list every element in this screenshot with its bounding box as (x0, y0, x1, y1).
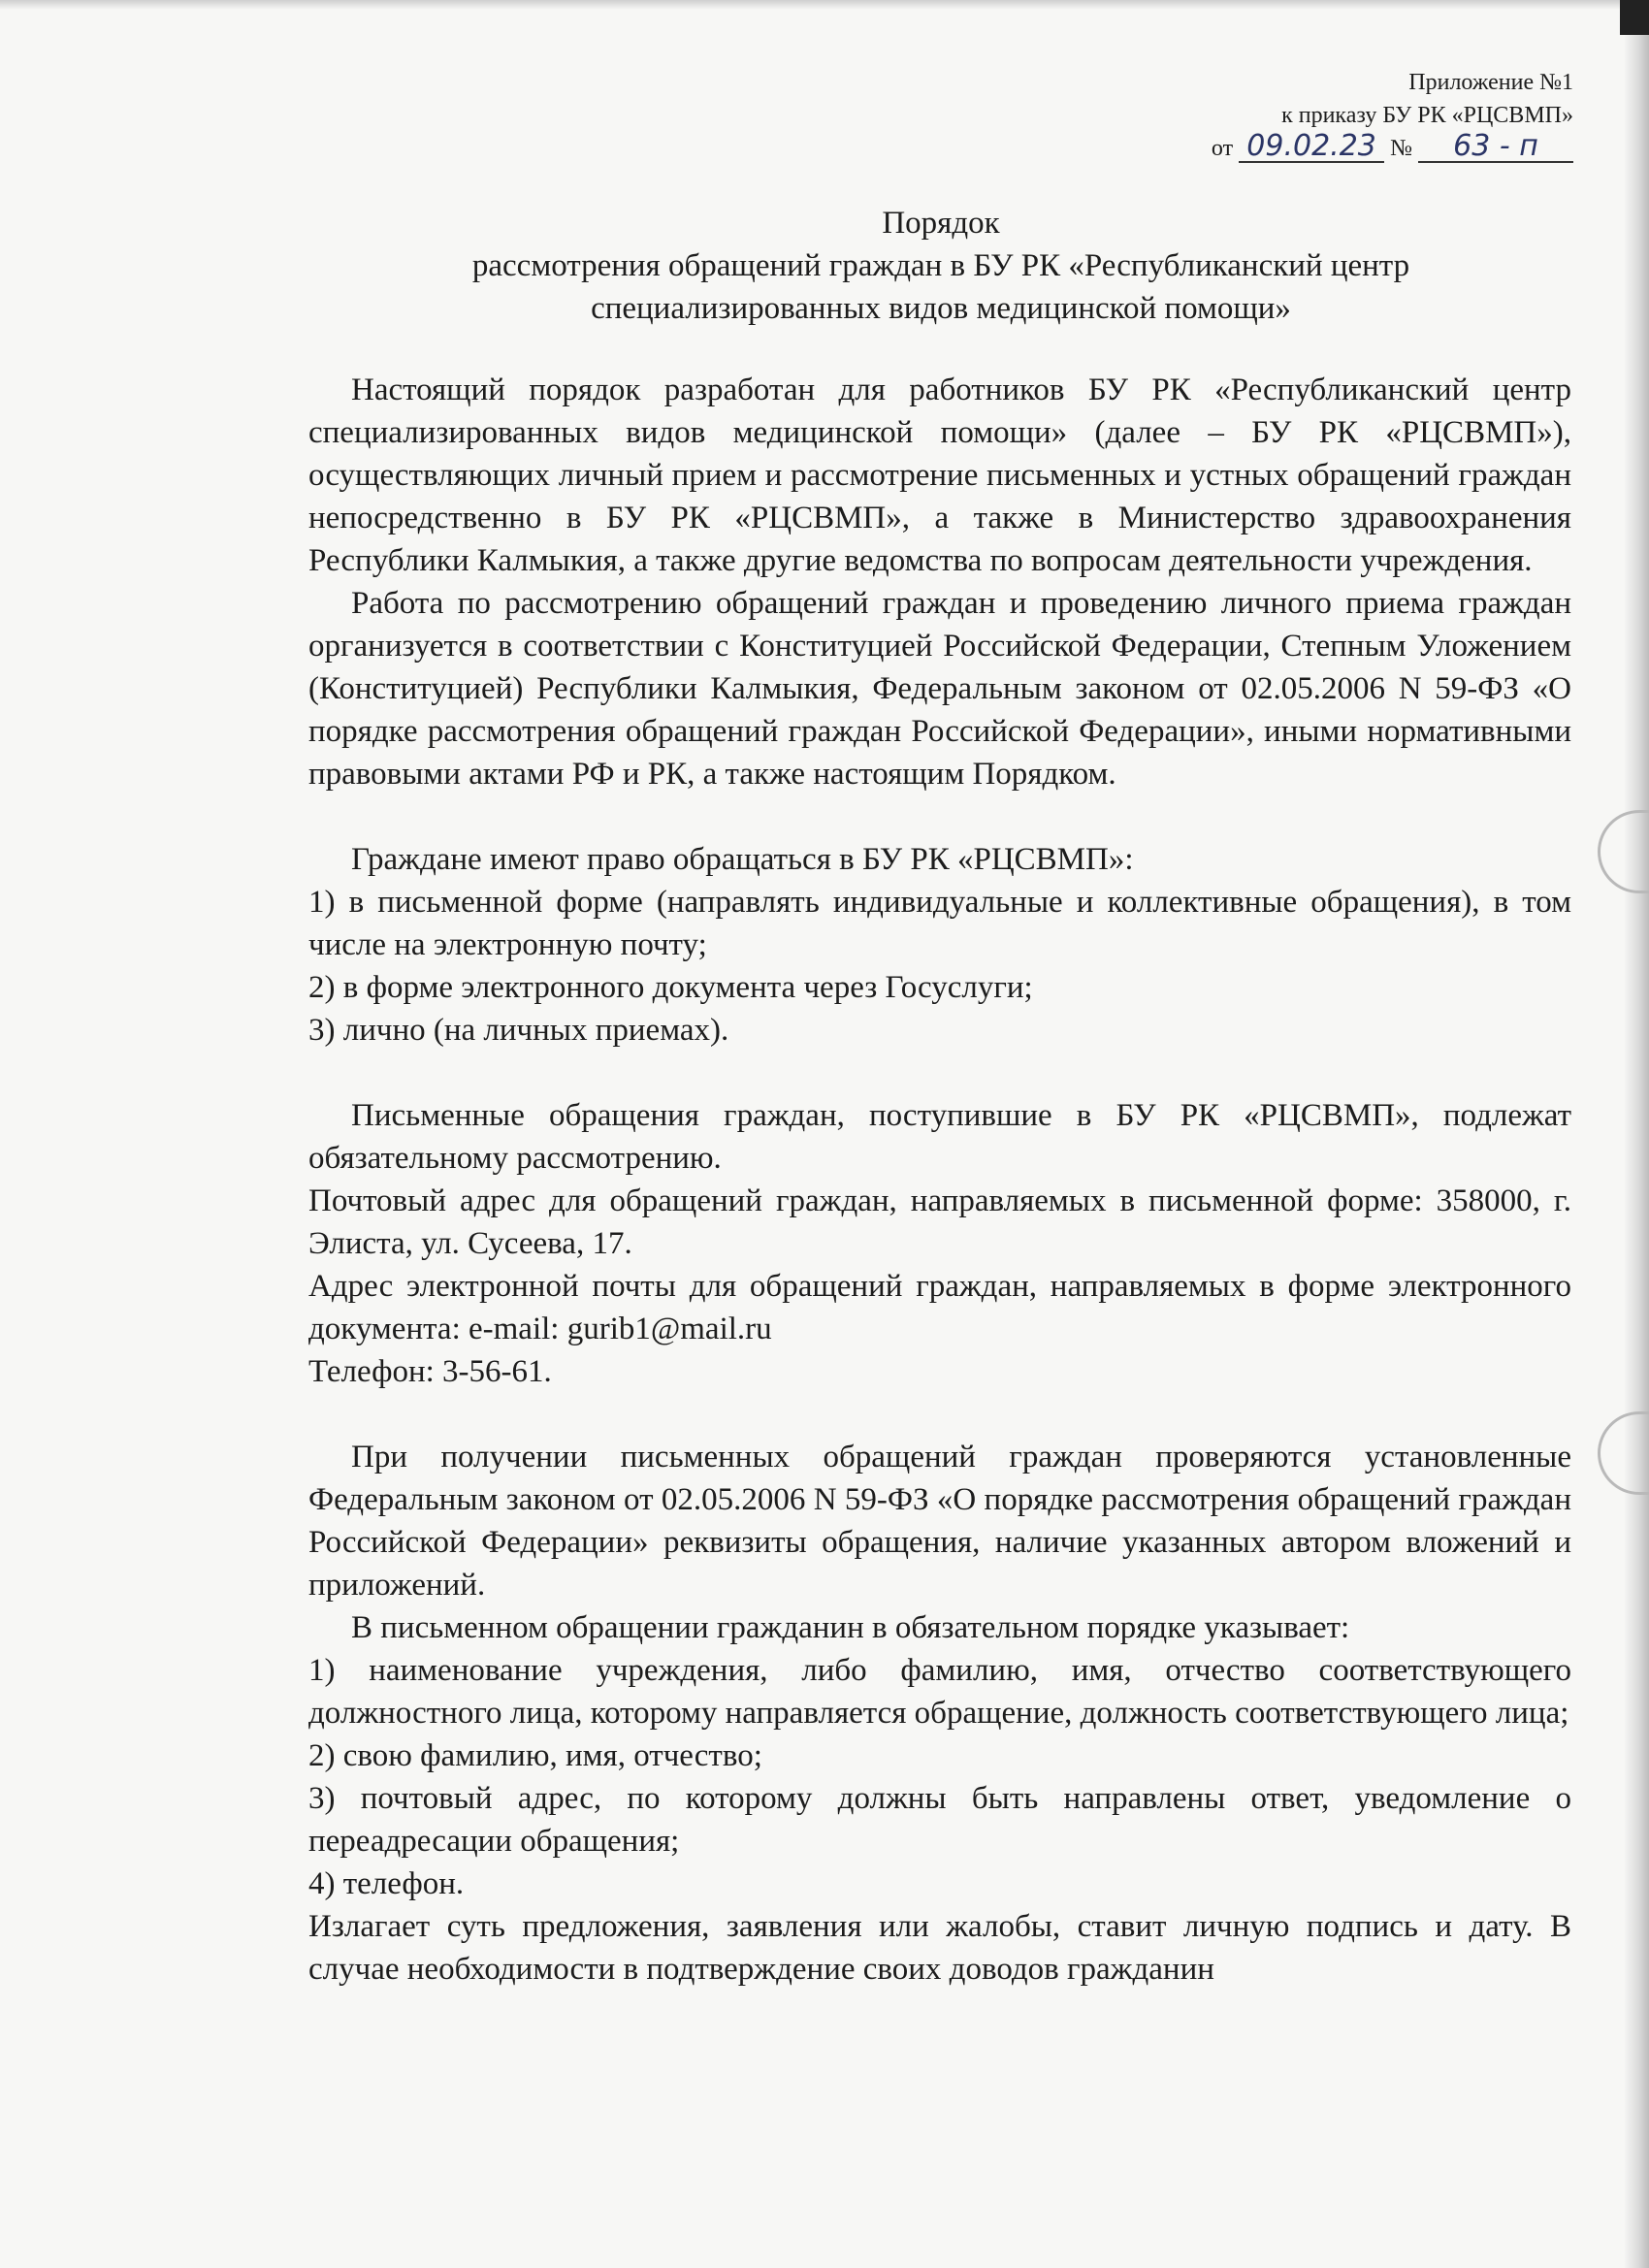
list-item: 2) свою фамилию, имя, отчество; (308, 1738, 762, 1773)
handwritten-date: 09.02.23 (1239, 132, 1384, 163)
paragraph-requirements: В письменном обращении гражданин в обязательном порядке указывает: (351, 1610, 1350, 1645)
paragraph-substance: Излагает суть предложения, заявления или жалобы, ставит личную подпись и дату. В случае необходимости в подтверждение своих доводов гражданин (308, 1909, 1571, 1987)
scan-edge-right (1624, 0, 1649, 2268)
list-item: 1) наименование учреждения, либо фамилию, имя, отчество соответствующего должностного лица, которому направляется обращение, должность соответствующего лица; (308, 1653, 1571, 1731)
list-item: 4) телефон. (308, 1866, 465, 1901)
scan-edge-top (0, 0, 1649, 10)
paragraph-rights: Граждане имеют право обращаться в БУ РК «РЦСВМП»: (351, 842, 1134, 877)
list-item: 1) в письменной форме (направлять индивидуальные и коллективные обращения), в том числе на электронную почту; (308, 885, 1571, 962)
handwritten-number: 63 - п (1418, 132, 1573, 163)
email-address: Адрес электронной почты для обращений граждан, направляемых в форме электронного документа: e-mail: gurib1@mail.ru (308, 1269, 1571, 1346)
punch-hole-icon (1598, 1411, 1649, 1495)
order-date-row (1211, 129, 1573, 165)
spacer (308, 795, 1571, 838)
list-item: 2) в форме электронного документа через Госуслуги; (308, 970, 1033, 1005)
title-line-1: Порядок (882, 206, 1000, 241)
order-reference: к приказу БУ РК «РЦСВМП» (1281, 103, 1573, 128)
spacer (308, 1052, 1571, 1094)
appendix-header (1212, 66, 1573, 165)
number-label: № (1390, 136, 1412, 161)
title-line-3: специализированных видов медицинской помощи» (591, 291, 1291, 326)
document-title (291, 202, 1591, 330)
paragraph-legal-basis: Работа по рассмотрению обращений граждан и проведению личного приема граждан организуется в соответствии с Конституцией Российской Федерации, Степным Уложением (Конституцией) Республики Калмыкия, Федеральным законом от 02.05.2006 N 59-ФЗ «О порядке рассмотрения обращений граждан Российской Федерации», иными нормативными правовыми актами РФ и РК, а также настоящим Порядком. (308, 586, 1571, 792)
title-line-2: рассмотрения обращений граждан в БУ РК «Республиканский центр (471, 248, 1410, 283)
paragraph-written-appeals: Письменные обращения граждан, поступившие в БУ РК «РЦСВМП», подлежат обязательному рассмотрению. (308, 1098, 1571, 1176)
phone-number: Телефон: 3-56-61. (308, 1354, 552, 1389)
list-item: 3) почтовый адрес, по которому должны быть направлены ответ, уведомление о переадресации обращения; (308, 1781, 1571, 1859)
from-label: от (1211, 136, 1234, 161)
list-item: 3) лично (на личных приемах). (308, 1013, 729, 1048)
paragraph-intro: Настоящий порядок разработан для работников БУ РК «Республиканский центр специализированных видов медицинской помощи» (далее – БУ РК «РЦСВМП»), осуществляющих личный прием и рассмотрение письменных и устных обращений граждан непосредственно в БУ РК «РЦСВМП», а также в Министерство здравоохранения Республики Калмыкия, а также другие ведомства по вопросам деятельности учреждения. (308, 373, 1571, 578)
postal-address: Почтовый адрес для обращений граждан, направляемых в письменной форме: 358000, г. Элиста, ул. Сусеева, 17. (308, 1183, 1571, 1261)
punch-hole-icon (1598, 810, 1649, 893)
appendix-number: Приложение №1 (1408, 70, 1573, 95)
spacer (308, 1393, 1571, 1436)
document-body (308, 369, 1571, 1991)
scan-corner-mark (1620, 0, 1649, 35)
paragraph-verification: При получении письменных обращений граждан проверяются установленные Федеральным законом от 02.05.2006 N 59-ФЗ «О порядке рассмотрения обращений граждан Российской Федерации» реквизиты обращения, наличие указанных автором вложений и приложений. (308, 1440, 1571, 1603)
